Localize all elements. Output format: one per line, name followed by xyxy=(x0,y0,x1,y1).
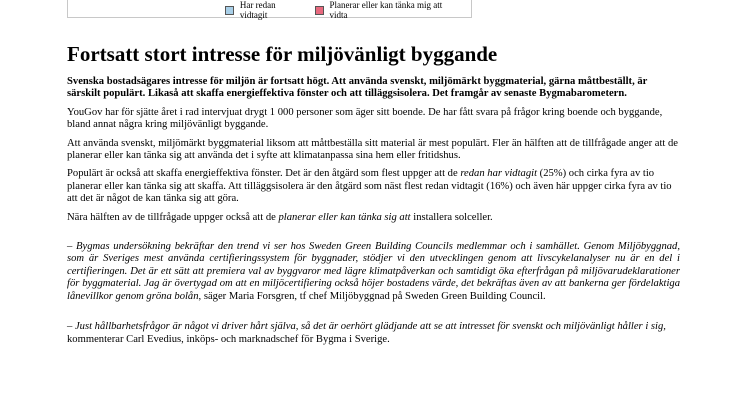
legend-label: Har redan vidtagit xyxy=(239,0,276,20)
legend-swatch-red xyxy=(315,6,324,15)
emphasis: redan har vidtagit xyxy=(460,168,538,180)
legend-swatch-blue xyxy=(225,6,234,15)
paragraph-3: Populärt är också att skaffa energieffektiva fönster. Det är den åtgärd som flest uppger att de redan har vidtagit (25%) och cirka fyra av tio planerar eller kan tänka sig att skaffa. Att tilläggsisolera är den åtgärd som näst flest redan vidtagit (16%) och även här uppger cirka fyra av tio att det är något de kan tänka sig att göra. xyxy=(67,168,672,205)
legend-label: Planerar eller kan tänka mig att vidta xyxy=(329,0,443,20)
emphasis: planerar eller kan tänka sig att xyxy=(278,211,411,223)
paragraph-2: Att använda svenskt, miljömärkt byggmaterial liksom att måttbeställa sitt material är mest populärt. Fler än hälften att de tillfrågade anger att de planerar eller kan tänka sig att använda det i syfte att klimatanpassa sina hem eller fritidshus. xyxy=(67,137,679,162)
article xyxy=(67,42,680,352)
legend-item-har-redan-vidtagit xyxy=(225,0,305,20)
paragraph-4: Nära hälften av de tillfrågade uppger också att de planerar eller kan tänka sig att installera solceller. xyxy=(67,211,493,223)
chart-legend xyxy=(225,0,471,20)
quote-carl-evedius: – Just hållbarhetsfrågor är något vi driver hårt själva, så det är oerhört glädjande att se att intresset för svenskt och miljövänligt håller i sig, kommenterar Carl Evedius, inköps- och marknadschef för Bygma i Sverige. xyxy=(67,321,666,345)
paragraph-1: YouGov har för sjätte året i rad intervjuat drygt 1 000 personer som äger sitt boende. De har fått svara på frågor kring boende och byggande, bland annat några kring miljövänligt byggande. xyxy=(67,106,663,131)
legend-item-planerar xyxy=(315,0,461,20)
article-lead: Svenska bostadsägares intresse för miljön är fortsatt högt. Att använda svenskt, miljömärkt byggmaterial, gärna måttbeställt, är särskilt populärt. Likaså att skaffa energieffektiva fönster och att tilläggsisolera. Det framgår av senaste Bygmabarometern. xyxy=(67,76,648,100)
quote-maria-forsgren: – Bygmas undersökning bekräftar den trend vi ser hos Sweden Green Building Councils medlemmar och i samhället. Genom Miljöbyggnad, som är Sveriges mest använda certifieringssystem för byggnader, stödjer vi den utvecklingen genom att livscykelanalyser nu är en del i certifieringen. Det är ett sätt att premiera val av byggvaror med lägre klimatpåverkan och samtidigt öka efterfrågan på miljövarudeklarationer för byggmaterial. Jag är övertygad om att en miljöcertifiering också höjer bostadens värde, det bekräftas även av att bankerna ger fördelaktiga lånevillkor genom gröna bolån, säger Maria Forsgren, tf chef Miljöbyggnad på Sweden Green Building Council. xyxy=(67,241,680,302)
chart-frame xyxy=(67,0,472,18)
article-title: Fortsatt stort intresse för miljövänligt byggande xyxy=(67,42,498,66)
